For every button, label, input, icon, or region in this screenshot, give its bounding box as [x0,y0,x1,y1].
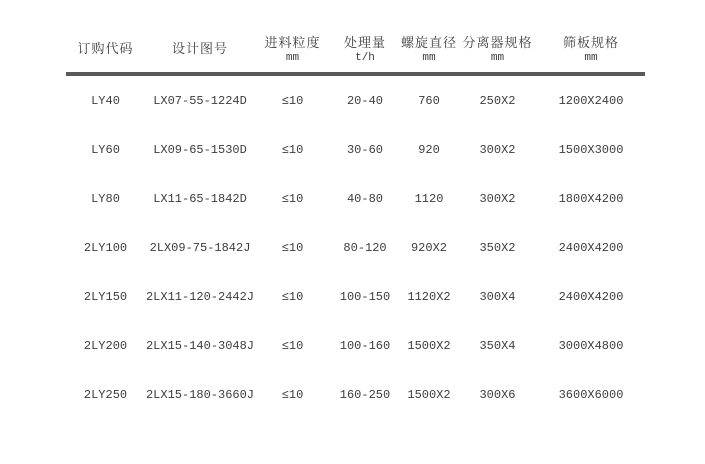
table-cell-separator-spec: 350X4 [479,338,516,353]
table-cell-feed-size: ≤10 [281,289,304,304]
table-cell-screen-plate-spec: 3600X6000 [558,387,624,402]
column-header-design-no [145,28,255,74]
table-row [66,74,645,125]
table-cell-order-code: 2LY150 [83,289,128,304]
table-cell-capacity: 100-150 [339,289,391,304]
table-cell-capacity: 160-250 [339,387,391,402]
column-header-order-code [66,28,145,74]
table-cell-order-code: 2LY250 [83,387,128,402]
table-cell-design-no: 2LX09-75-1842J [149,240,251,255]
table-row [66,223,645,272]
table-cell-feed-size: ≤10 [281,338,304,353]
table-cell-feed-size: ≤10 [281,387,304,402]
column-header-capacity [330,28,400,74]
header-row [66,28,645,74]
table-cell-design-no: LX11-65-1842D [153,191,247,206]
column-header-unit: mm [584,51,598,64]
table-cell-separator-spec: 300X4 [479,289,516,304]
table-cell-spiral-diameter: 920X2 [410,240,447,255]
column-header-label: 订购代码 [77,42,134,57]
table-cell-screen-plate-spec: 1500X3000 [558,142,624,157]
table-row [66,370,645,419]
table-cell-design-no: LX07-55-1224D [153,93,247,108]
table-cell-separator-spec: 300X2 [479,142,516,157]
column-header-feed-size [255,28,330,74]
table-cell-spiral-diameter: 1120X2 [407,289,451,304]
table-cell-order-code: LY60 [91,142,120,157]
column-header-screen-plate-spec [537,28,645,74]
table-cell-design-no: LX09-65-1530D [153,142,247,157]
table-cell-separator-spec: 300X6 [479,387,516,402]
column-header-label: 筛板规格 [562,35,619,51]
column-header-unit: mm [285,51,300,64]
table-cell-feed-size: ≤10 [281,240,304,255]
table-cell-capacity: 100-160 [339,338,391,353]
column-header-unit: t/h [355,51,375,64]
column-header-separator-spec [458,28,537,74]
column-header-label: 设计图号 [171,42,228,57]
table-cell-order-code: 2LY100 [83,240,128,255]
product-spec-table [66,28,645,419]
table-cell-spiral-diameter: 760 [418,93,440,108]
column-header-spiral-diameter [400,28,458,74]
table-cell-spiral-diameter: 1120 [414,191,444,206]
column-header-unit: mm [490,51,505,64]
table-cell-screen-plate-spec: 1200X2400 [558,93,624,108]
table-cell-spiral-diameter: 1500X2 [407,338,451,353]
table-cell-capacity: 40-80 [346,191,383,206]
table-cell-separator-spec: 250X2 [479,93,516,108]
table-row [66,125,645,174]
table-cell-order-code: LY80 [91,191,120,206]
table-cell-feed-size: ≤10 [281,93,304,108]
column-header-label: 螺旋直径 [400,35,457,51]
table-cell-screen-plate-spec: 2400X4200 [558,289,624,304]
table-cell-feed-size: ≤10 [281,142,304,157]
table-cell-capacity: 30-60 [346,142,383,157]
table-row [66,321,645,370]
table-cell-screen-plate-spec: 3000X4800 [558,338,624,353]
table-cell-feed-size: ≤10 [281,191,304,206]
table-row [66,272,645,321]
table-cell-spiral-diameter: 1500X2 [407,387,451,402]
table-cell-order-code: 2LY200 [83,338,128,353]
table-cell-order-code: LY40 [91,93,120,108]
table-cell-screen-plate-spec: 2400X4200 [558,240,624,255]
table-cell-screen-plate-spec: 1800X4200 [558,191,624,206]
table-cell-spiral-diameter: 920 [418,142,440,157]
column-header-label: 分离器规格 [462,35,533,51]
table-cell-capacity: 80-120 [343,240,387,255]
table-cell-design-no: 2LX11-120-2442J [145,289,255,304]
table-cell-separator-spec: 300X2 [479,191,516,206]
table-row [66,174,645,223]
column-header-label: 处理量 [343,35,386,51]
table-cell-separator-spec: 350X2 [479,240,516,255]
column-header-unit: mm [422,51,436,64]
table-cell-capacity: 20-40 [346,93,383,108]
table-cell-design-no: 2LX15-140-3048J [145,338,255,353]
column-header-label: 进料粒度 [264,35,321,51]
table-cell-design-no: 2LX15-180-3660J [145,387,255,402]
